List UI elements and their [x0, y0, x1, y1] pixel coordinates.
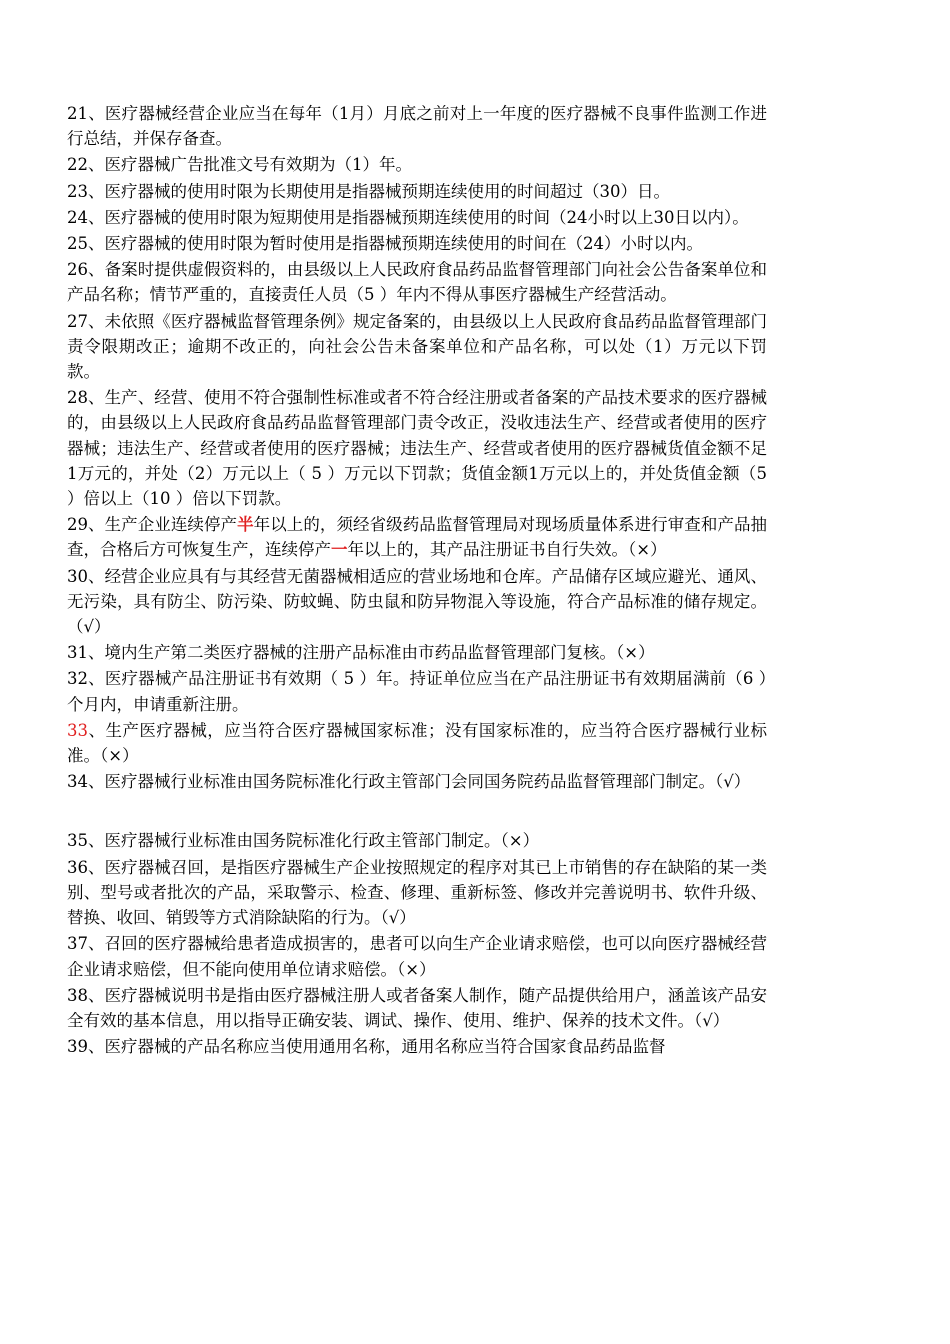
- question-33-number: 33: [67, 720, 88, 740]
- question-21: 21、医疗器械经营企业应当在每年（1月）月底之前对上一年度的医疗器械不良事件监测工作进行总结，并保存备查。: [67, 104, 767, 149]
- question-29-highlight-one: 一: [331, 540, 348, 560]
- question-28: 28、生产、经营、使用不符合强制性标准或者不符合经注册或者备案的产品技术要求的医疗器械的，由县级以上人民政府食品药品监督管理部门责令改正，没收违法生产、经营或者使用的医疗器械；违法生产、经营或者使用的医疗器械；违法生产、经营或者使用的医疗器械货值金额不足1万元的，并处（2）万元以上（ 5 ）万元以下罚款；货值金额1万元以上的，并处货值金额（5 ）倍以上（10 ）倍以下罚款。: [67, 388, 767, 509]
- question-35: 35、医疗器械行业标准由国务院标准化行政主管部门制定。（×）: [67, 831, 540, 851]
- question-22: 22、医疗器械广告批准文号有效期为（1）年。: [67, 155, 412, 175]
- question-29-part-b: 年以上的，须经省级药品监督管理局对现场质量体系进行审查和产品抽查，合格后方可恢复生产，连续停产: [67, 515, 768, 560]
- document-body: [67, 101, 767, 1060]
- question-27: 27、未依照《医疗器械监督管理条例》规定备案的，由县级以上人民政府食品药品监督管理部门责令限期改正；逾期不改正的，向社会公告未备案单位和产品名称，可以处（1）万元以下罚款。: [67, 311, 767, 382]
- question-34: 34、医疗器械行业标准由国务院标准化行政主管部门会同国务院药品监督管理部门制定。（√）: [67, 772, 751, 792]
- question-30: 30、经营企业应具有与其经营无菌器械相适应的营业场地和仓库。产品储存区域应避光、通风、无污染，具有防尘、防污染、防蚊蝇、防虫鼠和防异物混入等设施，符合产品标准的储存规定。（√）: [67, 566, 767, 637]
- question-36: 36、医疗器械召回，是指医疗器械生产企业按照规定的程序对其已上市销售的存在缺陷的某一类别、型号或者批次的产品，采取警示、检查、修理、重新标签、修改并完善说明书、软件升级、替换、收回、销毁等方式消除缺陷的行为。（√）: [67, 857, 767, 928]
- question-25: 25、医疗器械的使用时限为暂时使用是指器械预期连续使用的时间在（24）小时以内。: [67, 234, 703, 254]
- question-33: [67, 718, 767, 768]
- question-29-highlight-half: 半: [237, 515, 254, 535]
- question-29-part-a: 29、生产企业连续停产: [67, 515, 238, 535]
- question-29-part-c: 年以上的，其产品注册证书自行失效。（×）: [347, 540, 667, 560]
- question-32: 32、医疗器械产品注册证书有效期（ 5 ）年。持证单位应当在产品注册证书有效期届满前（6 ）个月内，申请重新注册。: [67, 669, 767, 714]
- question-33-text: 、生产医疗器械，应当符合医疗器械国家标准；没有国家标准的，应当符合医疗器械行业标准。（×）: [67, 720, 767, 766]
- question-31: 31、境内生产第二类医疗器械的注册产品标准由市药品监督管理部门复核。（×）: [67, 643, 655, 663]
- question-37: 37、召回的医疗器械给患者造成损害的，患者可以向生产企业请求赔偿，也可以向医疗器械经营企业请求赔偿，但不能向使用单位请求赔偿。（×）: [67, 934, 767, 979]
- question-26: 26、备案时提供虚假资料的，由县级以上人民政府食品药品监督管理部门向社会公告备案单位和产品名称；情节严重的，直接责任人员（5 ）年内不得从事医疗器械生产经营活动。: [67, 260, 767, 305]
- question-29: [67, 512, 767, 562]
- question-38: 38、医疗器械说明书是指由医疗器械注册人或者备案人制作，随产品提供给用户，涵盖该产品安全有效的基本信息，用以指导正确安装、调试、操作、使用、维护、保养的技术文件。（√）: [67, 985, 767, 1030]
- question-23: 23、医疗器械的使用时限为长期使用是指器械预期连续使用的时间超过（30）日。: [67, 181, 670, 201]
- question-39: 39、医疗器械的产品名称应当使用通用名称，通用名称应当符合国家食品药品监督: [67, 1037, 666, 1057]
- question-24: 24、医疗器械的使用时限为短期使用是指器械预期连续使用的时间（24小时以上30日以内）。: [67, 207, 749, 227]
